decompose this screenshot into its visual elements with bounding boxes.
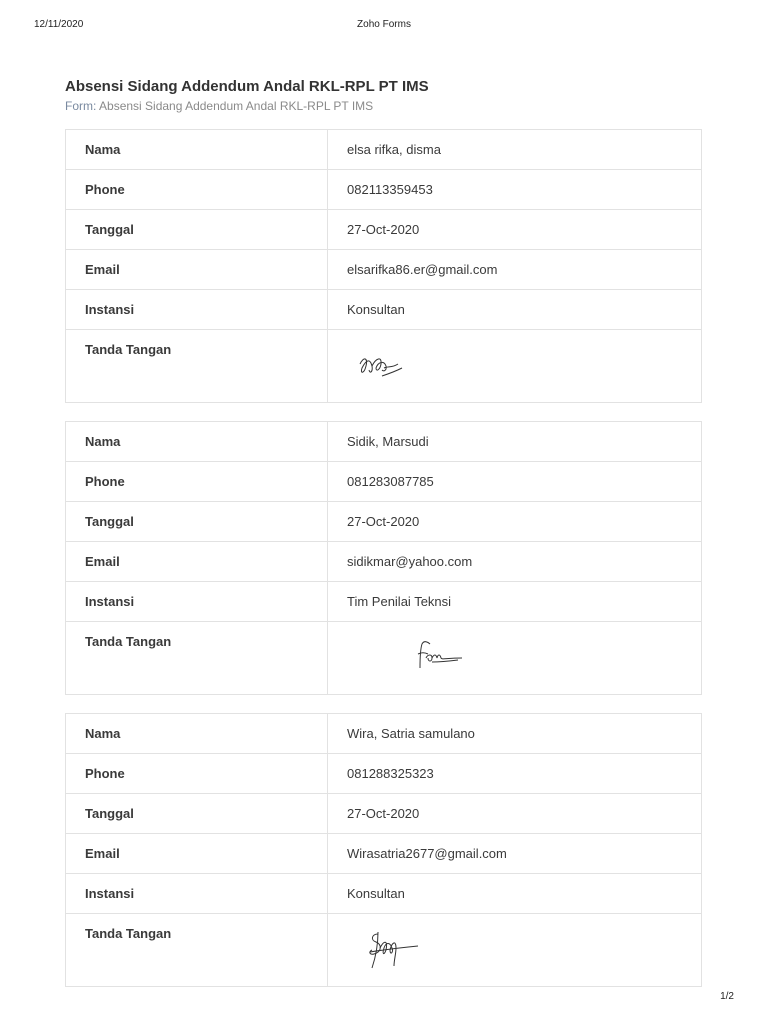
label-tanggal: Tanggal <box>66 502 328 541</box>
value-tanggal: 27-Oct-2020 <box>347 222 420 237</box>
label-tanda-tangan: Tanda Tangan <box>66 330 328 402</box>
label-phone: Phone <box>66 462 328 501</box>
signature-image <box>354 346 414 386</box>
label-instansi: Instansi <box>66 290 328 329</box>
row-tanggal <box>66 794 701 834</box>
value-email: sidikmar@yahoo.com <box>347 554 473 569</box>
value-email: Wirasatria2677@gmail.com <box>347 846 507 861</box>
row-nama <box>66 422 701 462</box>
label-email: Email <box>66 542 328 581</box>
label-nama: Nama <box>66 130 328 169</box>
value-nama: Sidik, Marsudi <box>347 434 429 449</box>
label-tanda-tangan: Tanda Tangan <box>66 914 328 986</box>
row-phone <box>66 462 701 502</box>
value-tanda-tangan <box>328 622 701 694</box>
value-nama: elsa rifka, disma <box>347 142 441 157</box>
label-email: Email <box>66 834 328 873</box>
submission-record-3 <box>65 713 702 987</box>
value-email: elsarifka86.er@gmail.com <box>347 262 498 277</box>
value-tanggal: 27-Oct-2020 <box>347 514 420 529</box>
label-tanggal: Tanggal <box>66 210 328 249</box>
print-title: Zoho Forms <box>357 19 411 30</box>
label-nama: Nama <box>66 714 328 753</box>
value-instansi: Konsultan <box>347 302 405 317</box>
row-email <box>66 250 701 290</box>
row-instansi <box>66 582 701 622</box>
row-tanda-tangan <box>66 330 701 402</box>
print-date: 12/11/2020 <box>34 19 84 30</box>
submission-record-1 <box>65 129 702 403</box>
row-tanggal <box>66 502 701 542</box>
row-tanda-tangan <box>66 622 701 694</box>
form-subtitle <box>65 99 373 113</box>
signature-image <box>412 636 468 676</box>
label-nama: Nama <box>66 422 328 461</box>
value-phone: 082113359453 <box>347 182 433 197</box>
value-instansi: Konsultan <box>347 886 405 901</box>
value-instansi: Tim Penilai Teknsi <box>347 594 452 609</box>
label-phone: Phone <box>66 754 328 793</box>
submission-record-2 <box>65 421 702 695</box>
form-title: Absensi Sidang Addendum Andal RKL-RPL PT IMS <box>65 78 429 95</box>
row-instansi <box>66 874 701 914</box>
label-email: Email <box>66 250 328 289</box>
signature-image <box>364 926 424 974</box>
form-subtitle-prefix: Form: <box>65 99 97 113</box>
row-email <box>66 834 701 874</box>
value-phone: 081283087785 <box>347 474 434 489</box>
print-header <box>0 19 768 33</box>
form-subtitle-name: Absensi Sidang Addendum Andal RKL-RPL PT IMS <box>99 99 374 113</box>
page-number: 1/2 <box>720 991 734 1002</box>
row-phone <box>66 754 701 794</box>
label-phone: Phone <box>66 170 328 209</box>
value-tanggal: 27-Oct-2020 <box>347 806 420 821</box>
value-nama: Wira, Satria samulano <box>347 726 475 741</box>
label-instansi: Instansi <box>66 582 328 621</box>
row-nama <box>66 130 701 170</box>
row-email <box>66 542 701 582</box>
row-phone <box>66 170 701 210</box>
label-instansi: Instansi <box>66 874 328 913</box>
value-tanda-tangan <box>328 914 701 986</box>
label-tanda-tangan: Tanda Tangan <box>66 622 328 694</box>
row-tanda-tangan <box>66 914 701 986</box>
value-phone: 081288325323 <box>347 766 434 781</box>
row-instansi <box>66 290 701 330</box>
row-tanggal <box>66 210 701 250</box>
value-tanda-tangan <box>328 330 701 402</box>
label-tanggal: Tanggal <box>66 794 328 833</box>
row-nama <box>66 714 701 754</box>
